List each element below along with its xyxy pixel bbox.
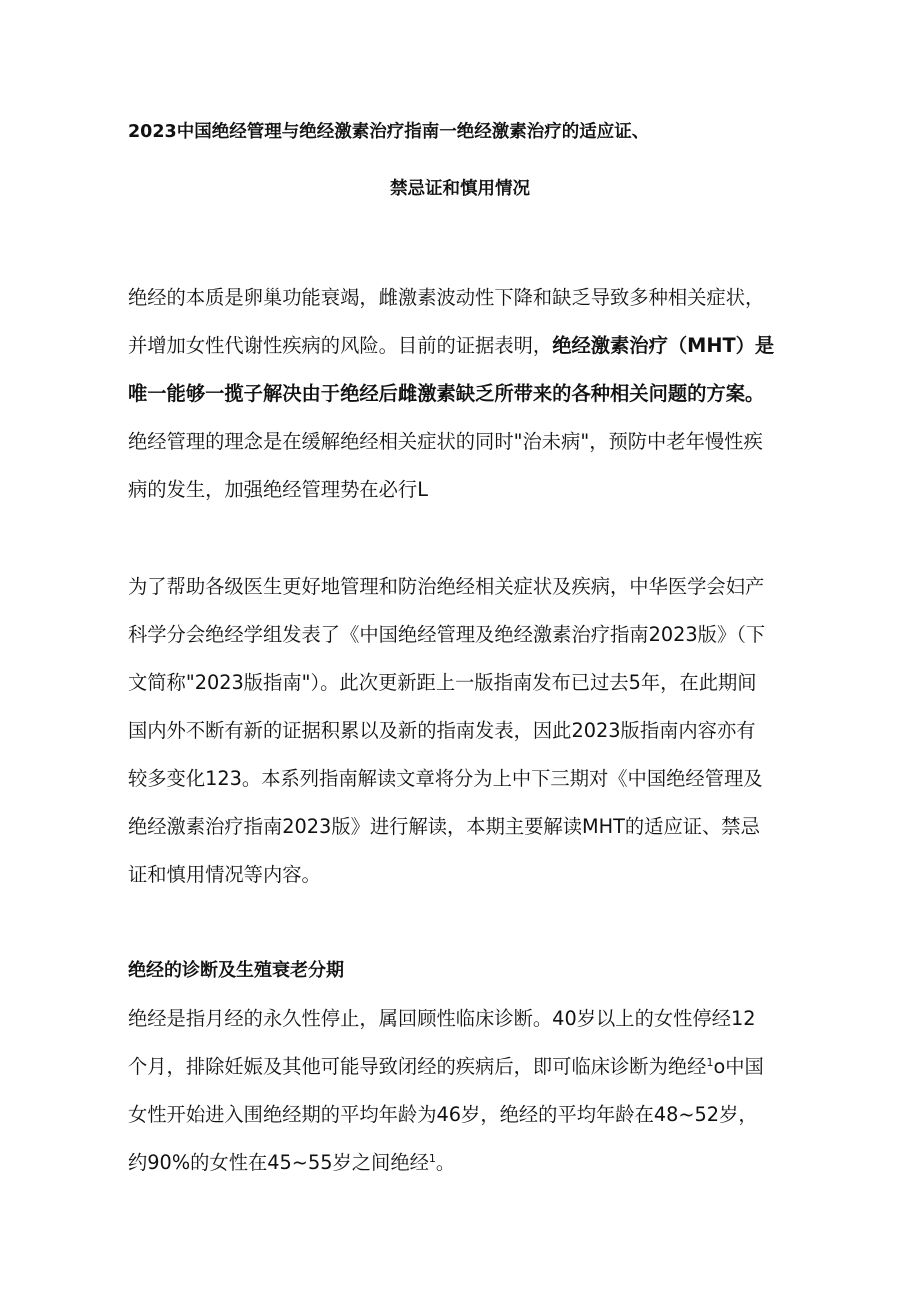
paragraph-1-line-2-bold: 绝经激素治疗（MHT）是	[552, 334, 775, 357]
paragraph-2-line-2: 科学分会绝经学组发表了《中国绝经管理及绝经激素治疗指南2023版》（下	[128, 623, 766, 646]
citation-superscript: 1	[706, 1056, 714, 1069]
paragraph-1-line-4: 绝经管理的理念是在缓解绝经相关症状的同时"治未病"，预防中老年慢性疾	[128, 430, 763, 453]
citation-superscript: 1	[428, 1152, 436, 1165]
paragraph-2-line-1: 为了帮助各级医生更好地管理和防治绝经相关症状及疾病，中华医学会妇产	[128, 575, 765, 598]
section-1-line-2	[128, 1054, 764, 1080]
section-1-line-4-tail: 。	[435, 1151, 456, 1174]
document-title-line-1: 2023中国绝经管理与绝经激素治疗指南一绝经激素治疗的适应证、	[128, 122, 650, 142]
paragraph-2-line-6: 绝经激素治疗指南2023版》进行解读，本期主要解读MHT的适应证、禁忌	[128, 815, 760, 838]
section-1-line-2-text: 个月，排除妊娠及其他可能导致闭经的疾病后，即可临床诊断为绝经	[128, 1055, 707, 1078]
paragraph-1-line-1: 绝经的本质是卵巢功能衰竭，雌激素波动性下降和缺乏导致多种相关症状，	[128, 286, 765, 309]
section-1-line-3: 女性开始进入围绝经期的平均年龄为46岁，绝经的平均年龄在48~52岁，	[128, 1103, 758, 1126]
section-heading: 绝经的诊断及生殖衰老分期	[128, 960, 344, 981]
section-1-line-2-tail: o中国	[713, 1055, 764, 1078]
paragraph-2-line-7: 证和慎用情况等内容。	[128, 863, 321, 886]
paragraph-1-line-5: 病的发生，加强绝经管理势在必行L	[128, 478, 428, 501]
paragraph-2-line-4: 国内外不断有新的证据积累以及新的指南发表，因此2023版指南内容亦有	[128, 719, 756, 742]
section-1-line-1: 绝经是指月经的永久性停止，属回顾性临床诊断。40岁以上的女性停经12	[128, 1007, 756, 1030]
paragraph-2-line-5: 较多变化123。本系列指南解读文章将分为上中下三期对《中国绝经管理及	[128, 767, 763, 790]
section-1-line-4-text: 约90%的女性在45~55岁之间绝经	[128, 1151, 429, 1174]
paragraph-1-line-2-text: 并增加女性代谢性疾病的风险。目前的证据表明，	[128, 334, 553, 357]
paragraph-1-line-3: 唯一能够一揽子解决由于绝经后雌激素缺乏所带来的各种相关问题的方案。	[128, 382, 765, 405]
section-1-line-4	[128, 1150, 455, 1176]
paragraph-2-line-3: 文简称"2023版指南"）。此次更新距上一版指南发布已过去5年，在此期间	[128, 671, 757, 694]
document-title-line-2: 禁忌证和慎用情况	[390, 179, 530, 199]
paragraph-1-line-2	[128, 333, 774, 359]
